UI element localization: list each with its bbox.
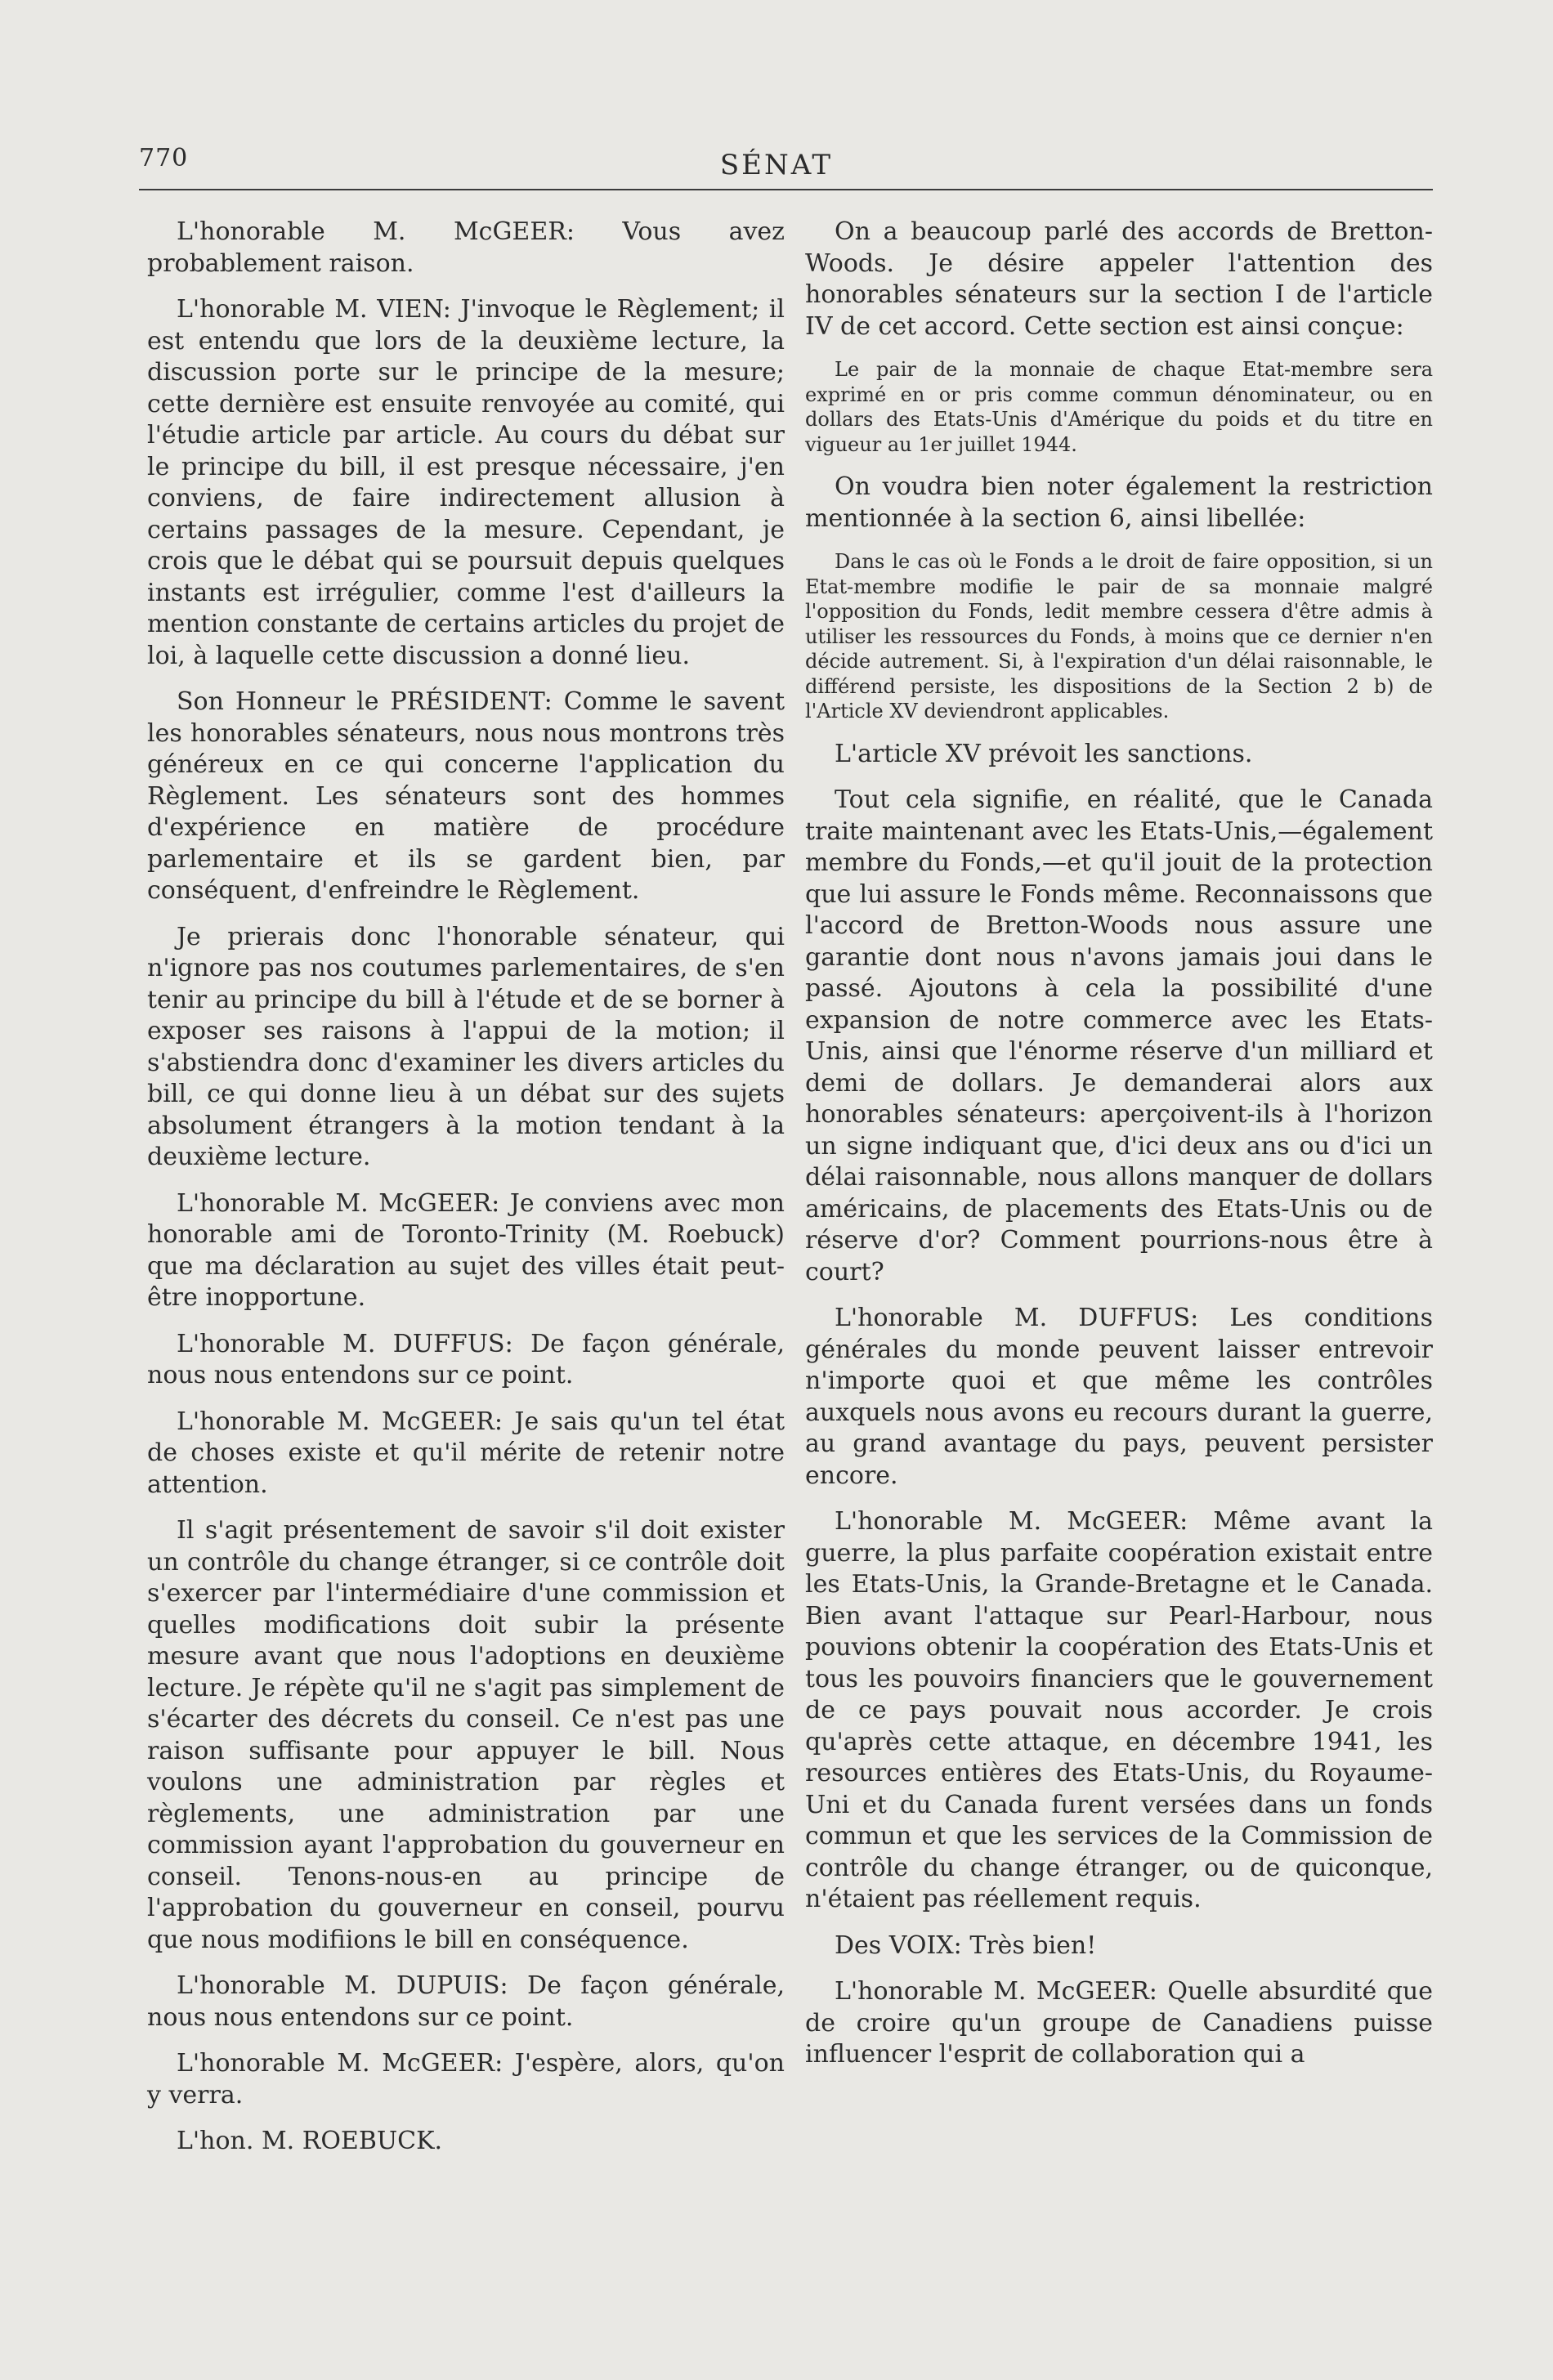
right-column (805, 217, 1433, 2086)
page-title: SÉNAT (719, 149, 834, 181)
paragraph: L'honorable M. McGEER: Je sais qu'un tel état de choses existe et qu'il mérite de retenir notre attention. (147, 1407, 785, 1499)
paragraph: On voudra bien noter également la restriction mentionnée à la section 6, ainsi libellée: (805, 472, 1433, 533)
paragraph: L'article XV prévoit les sanctions. (835, 739, 1253, 768)
paragraph: Tout cela signifie, en réalité, que le Canada traite maintenant avec les Etats-Unis,—également membre du Fonds,—et qu'il jouit de la protection que lui assure le Fonds même. Reconnaissons que l'accord de Bretton-Woods nous assure une garantie dont nous n'avons jamais joui dans le passé. Ajoutons à cela la possibilité d'une expansion de notre commerce avec les Etats-Unis, ainsi que l'énorme réserve d'un milliard et demi de dollars. Je demanderai alors aux honorables sénateurs: aperçoivent-ils à l'horizon un signe indiquant que, d'ici deux ans ou d'ici un délai raisonnable, nous allons manquer de dollars américains, de placements des Etats-Unis ou de réserve d'or? Comment pourrions-nous être à court? (805, 785, 1433, 1286)
paragraph: L'honorable M. DUPUIS: De façon générale, nous nous entendons sur ce point. (147, 1971, 785, 2032)
paragraph: L'honorable M. McGEER: Je conviens avec mon honorable ami de Toronto-Trinity (M. Roebuck) que ma déclaration au sujet des villes était peut-être inopportune. (147, 1188, 785, 1312)
page-number: 770 (139, 144, 189, 172)
header-rule (139, 189, 1433, 190)
paragraph: Il s'agit présentement de savoir s'il doit exister un contrôle du change étranger, si ce contrôle doit s'exercer par l'intermédiaire d'une commission et quelles modifications doit subir la présente mesure avant que nous l'adoptions en deuxième lecture. Je répète qu'il ne s'agit pas simplement de s'écarter des décrets du conseil. Ce n'est pas une raison suffisante pour appuyer le bill. Nous voulons une administration par règles et règlements, une administration par une commission ayant l'approbation du gouverneur en conseil. Tenons-nous-en au principe de l'approbation du gouverneur en conseil, pourvu que nous modifiions le bill en conséquence. (147, 1516, 785, 1954)
paragraph: L'honorable M. DUFFUS: Les conditions générales du monde peuvent laisser entrevoir n'importe quoi et que même les contrôles auxquels nous avons eu recours durant la guerre, au grand avantage du pays, peuvent persister encore. (805, 1304, 1433, 1490)
paragraph: L'honorable M. VIEN: J'invoque le Règlement; il est entendu que lors de la deuxième lecture, la discussion porte sur le principe de la mesure; cette dernière est ensuite renvoyée au comité, qui l'étudie article par article. Au cours du débat sur le principe du bill, il est presque nécessaire, j'en conviens, de faire indirectement allusion à certains passages de la mesure. Cependant, je crois que le débat qui se poursuit depuis quelques instants est irrégulier, comme l'est d'ailleurs la mention constante de certains articles du projet de loi, à laquelle cette discussion a donné lieu. (147, 295, 785, 670)
paragraph: L'honorable M. DUFFUS: De façon générale, nous nous entendons sur ce point. (147, 1329, 785, 1389)
block-quote: Le pair de la monnaie de chaque Etat-membre sera exprimé en or pris comme commun dénominateur, ou en dollars des Etats-Unis d'Amérique du poids et du titre en vigueur au 1er juillet 1944. (805, 358, 1433, 456)
paragraph: L'honorable M. McGEER: Quelle absurdité que de croire qu'un groupe de Canadiens puisse influencer l'esprit de collaboration qui a (805, 1977, 1433, 2069)
left-column (147, 217, 785, 2172)
block-quote: Dans le cas où le Fonds a le droit de faire opposition, si un Etat-membre modifie le pair de sa monnaie malgré l'opposition du Fonds, ledit membre cessera d'être admis à utiliser les ressources du Fonds, à moins que ce dernier n'en décide autrement. Si, à l'expiration d'un délai raisonnable, le différend persiste, les dispositions de la Section 2 b) de l'Article XV deviendront applicables. (805, 550, 1433, 722)
paragraph: L'honorable M. McGEER: Vous avez probablement raison. (147, 217, 785, 278)
paragraph: On a beaucoup parlé des accords de Bretton-Woods. Je désire appeler l'attention des honorables sénateurs sur la section I de l'article IV de cet accord. Cette section est ainsi conçue: (805, 217, 1433, 341)
paragraph: L'hon. M. ROEBUCK. (177, 2127, 443, 2155)
paragraph: Je prierais donc l'honorable sénateur, qui n'ignore pas nos coutumes parlementaires, de s'en tenir au principe du bill à l'étude et de se borner à exposer ses raisons à l'appui de la motion; il s'abstiendra donc d'examiner les divers articles du bill, ce qui donne lieu à un débat sur des sujets absolument étrangers à la motion tendant à la deuxième lecture. (147, 922, 785, 1171)
paragraph: L'honorable M. McGEER: J'espère, alors, qu'on y verra. (147, 2049, 785, 2109)
paragraph: Son Honneur le PRÉSIDENT: Comme le savent les honorables sénateurs, nous nous montrons très généreux en ce qui concerne l'application du Règlement. Les sénateurs sont des hommes d'expérience en matière de procédure parlementaire et ils se gardent bien, par conséquent, d'enfreindre le Règlement. (147, 687, 785, 905)
paragraph: Des VOIX: Très bien! (835, 1930, 1097, 1960)
paragraph: L'honorable M. McGEER: Même avant la guerre, la plus parfaite coopération existait entre les Etats-Unis, la Grande-Bretagne et le Canada. Bien avant l'attaque sur Pearl-Harbour, nous pouvions obtenir la coopération des Etats-Unis et tous les pouvoirs financiers que le gouvernement de ce pays pouvait nous accorder. Je crois qu'après cette attaque, en décembre 1941, les resources entières des Etats-Unis, du Royaume-Uni et du Canada furent versées dans un fonds commun et que les services de la Commission de contrôle du change étranger, ou de quiconque, n'étaient pas réellement requis. (805, 1507, 1433, 1913)
